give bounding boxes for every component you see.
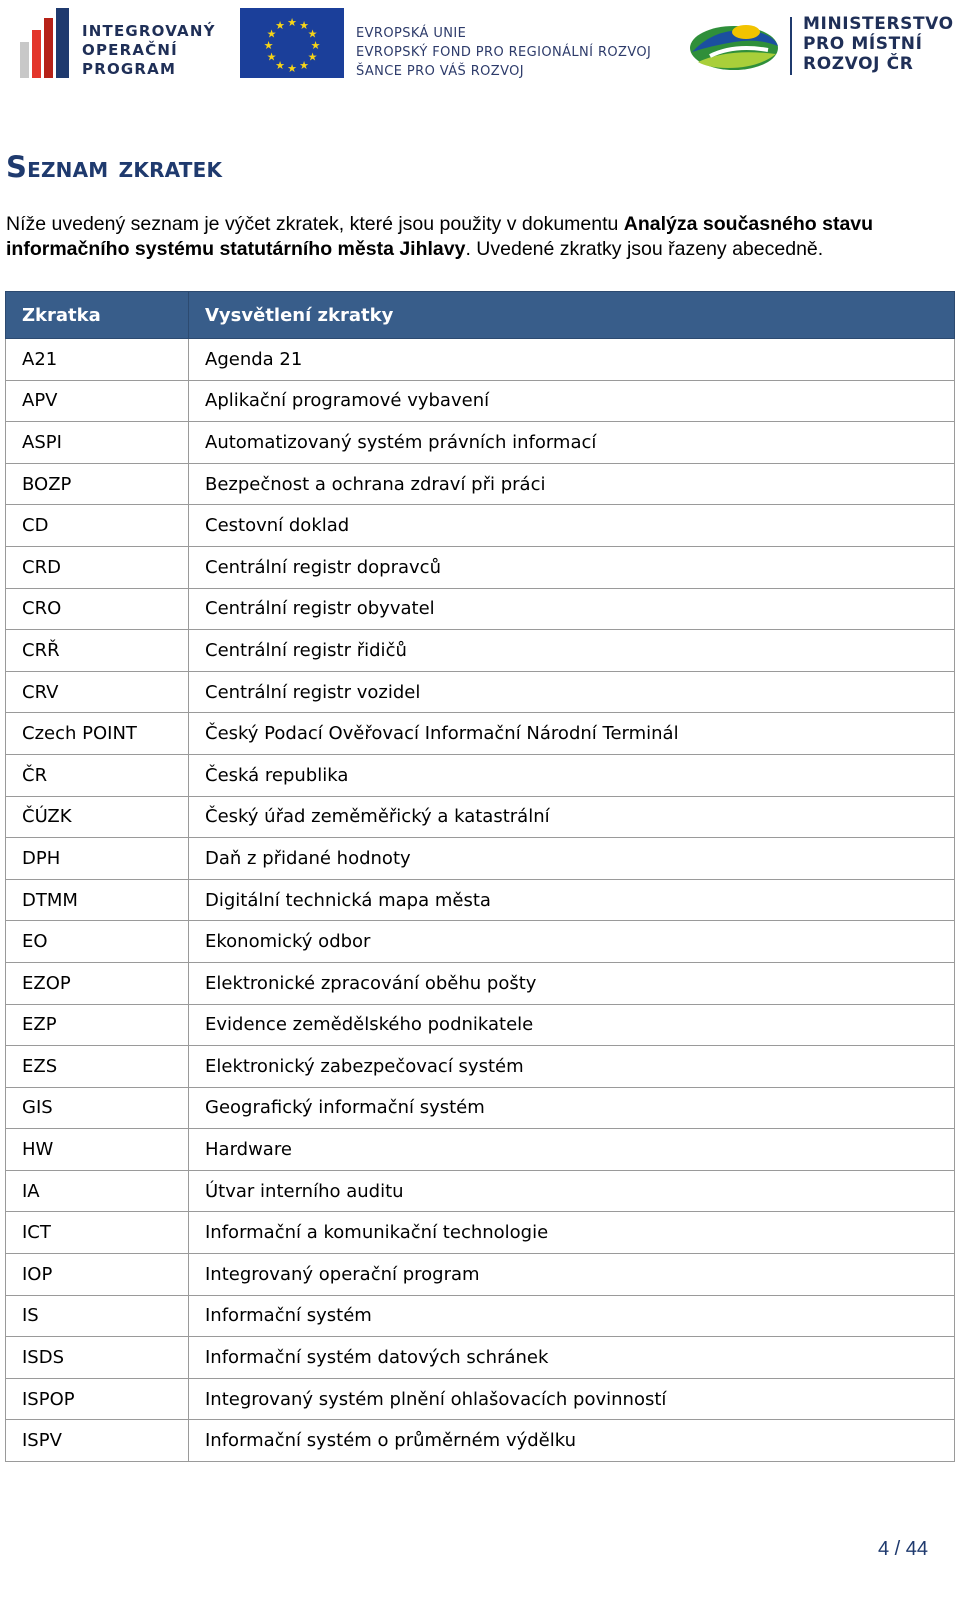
explanation-cell: Evidence zemědělského podnikatele bbox=[189, 1004, 955, 1046]
intro-document-name: Analýza současného stavu informačního systému statutárního města Jihlavy bbox=[6, 213, 874, 260]
svg-text:★: ★ bbox=[275, 19, 285, 32]
abbreviation-cell: A21 bbox=[6, 339, 189, 381]
explanation-cell: Integrovaný operační program bbox=[189, 1254, 955, 1296]
table-row bbox=[6, 921, 955, 963]
svg-text:★: ★ bbox=[266, 27, 277, 41]
mmr-separator bbox=[790, 17, 792, 75]
explanation-cell: Centrální registr dopravců bbox=[189, 546, 955, 588]
explanation-cell: Digitální technická mapa města bbox=[189, 879, 955, 921]
table-row bbox=[6, 422, 955, 464]
table-row bbox=[6, 838, 955, 880]
table-row bbox=[6, 1254, 955, 1296]
iop-logo-text: INTEGROVANÝ OPERAČNÍ PROGRAM bbox=[82, 22, 216, 78]
abbreviation-cell: IOP bbox=[6, 1254, 189, 1296]
explanation-cell: Česká republika bbox=[189, 754, 955, 796]
abbreviation-cell: Czech POINT bbox=[6, 713, 189, 755]
abbreviation-cell: CD bbox=[6, 505, 189, 547]
page-title: Seznam zkratek bbox=[6, 150, 223, 184]
mmr-text: MINISTERSTVO PRO MÍSTNÍ ROZVOJ ČR bbox=[803, 14, 954, 74]
table-row bbox=[6, 1295, 955, 1337]
intro-text: Níže uvedený seznam je výčet zkratek, které jsou použity v dokumentu bbox=[6, 213, 624, 235]
abbreviation-cell: IS bbox=[6, 1295, 189, 1337]
abbreviation-cell: HW bbox=[6, 1129, 189, 1171]
abbreviation-cell: APV bbox=[6, 380, 189, 422]
iop-logo bbox=[20, 8, 220, 78]
mmr-emblem-icon bbox=[688, 18, 780, 74]
abbreviation-cell: GIS bbox=[6, 1087, 189, 1129]
explanation-cell: Bezpečnost a ochrana zdraví při práci bbox=[189, 463, 955, 505]
table-row bbox=[6, 1170, 955, 1212]
abbreviation-cell: DPH bbox=[6, 838, 189, 880]
svg-text:★: ★ bbox=[310, 39, 321, 52]
intro-text-end: . Uvedené zkratky jsou řazeny abecedně. bbox=[465, 238, 824, 260]
explanation-cell: Agenda 21 bbox=[189, 339, 955, 381]
table-row bbox=[6, 962, 955, 1004]
abbreviations-table bbox=[5, 291, 955, 1462]
abbreviation-cell: ČÚZK bbox=[6, 796, 189, 838]
abbreviation-cell: EZP bbox=[6, 1004, 189, 1046]
table-row bbox=[6, 713, 955, 755]
table-row bbox=[6, 463, 955, 505]
table-row bbox=[6, 1046, 955, 1088]
explanation-cell: Elektronický zabezpečovací systém bbox=[189, 1046, 955, 1088]
svg-text:★: ★ bbox=[299, 59, 309, 72]
explanation-cell: Hardware bbox=[189, 1129, 955, 1171]
table-row bbox=[6, 630, 955, 672]
explanation-cell: Útvar interního auditu bbox=[189, 1170, 955, 1212]
table-row bbox=[6, 754, 955, 796]
column-header-explanation: Vysvětlení zkratky bbox=[189, 292, 955, 339]
svg-text:★: ★ bbox=[263, 39, 274, 52]
intro-paragraph bbox=[6, 212, 956, 262]
table-header-row bbox=[6, 292, 955, 339]
abbreviation-cell: EZS bbox=[6, 1046, 189, 1088]
svg-text:★: ★ bbox=[287, 62, 297, 75]
explanation-cell: Český úřad zeměměřický a katastrální bbox=[189, 796, 955, 838]
abbreviation-cell: DTMM bbox=[6, 879, 189, 921]
explanation-cell: Centrální registr řidičů bbox=[189, 630, 955, 672]
abbreviation-cell: ASPI bbox=[6, 422, 189, 464]
table-row bbox=[6, 1420, 955, 1462]
table-row bbox=[6, 588, 955, 630]
table-body bbox=[6, 339, 955, 1462]
table-row bbox=[6, 546, 955, 588]
abbreviation-cell: ČR bbox=[6, 754, 189, 796]
abbreviation-cell: ICT bbox=[6, 1212, 189, 1254]
explanation-cell: Aplikační programové vybavení bbox=[189, 380, 955, 422]
explanation-cell: Informační a komunikační technologie bbox=[189, 1212, 955, 1254]
table-row bbox=[6, 380, 955, 422]
eu-text: EVROPSKÁ UNIE EVROPSKÝ FOND PRO REGIONÁLNÍ ROZVOJ ŠANCE PRO VÁŠ ROZVOJ bbox=[356, 26, 652, 79]
abbreviation-cell: EO bbox=[6, 921, 189, 963]
table-row bbox=[6, 1378, 955, 1420]
table-row bbox=[6, 796, 955, 838]
table-row bbox=[6, 339, 955, 381]
abbreviation-cell: CRD bbox=[6, 546, 189, 588]
explanation-cell: Centrální registr vozidel bbox=[189, 671, 955, 713]
svg-text:★: ★ bbox=[287, 16, 297, 29]
table-row bbox=[6, 879, 955, 921]
abbreviation-cell: EZOP bbox=[6, 962, 189, 1004]
table-row bbox=[6, 1004, 955, 1046]
explanation-cell: Cestovní doklad bbox=[189, 505, 955, 547]
explanation-cell: Český Podací Ověřovací Informační Národní Terminál bbox=[189, 713, 955, 755]
table-row bbox=[6, 505, 955, 547]
table-row bbox=[6, 1212, 955, 1254]
abbreviation-cell: CRV bbox=[6, 671, 189, 713]
column-header-abbreviation: Zkratka bbox=[6, 292, 189, 339]
svg-text:★: ★ bbox=[299, 19, 309, 32]
explanation-cell: Elektronické zpracování oběhu pošty bbox=[189, 962, 955, 1004]
explanation-cell: Informační systém o průměrném výdělku bbox=[189, 1420, 955, 1462]
table-row bbox=[6, 1129, 955, 1171]
explanation-cell: Daň z přidané hodnoty bbox=[189, 838, 955, 880]
table-row bbox=[6, 1337, 955, 1379]
svg-text:★: ★ bbox=[307, 50, 318, 64]
page-number: 4 / 44 bbox=[877, 1538, 928, 1560]
table-row bbox=[6, 671, 955, 713]
eu-flag-icon bbox=[240, 8, 344, 78]
abbreviation-cell: IA bbox=[6, 1170, 189, 1212]
svg-text:★: ★ bbox=[275, 59, 285, 72]
svg-text:★: ★ bbox=[307, 27, 318, 41]
explanation-cell: Ekonomický odbor bbox=[189, 921, 955, 963]
abbreviation-cell: ISPOP bbox=[6, 1378, 189, 1420]
iop-logo-bars bbox=[20, 8, 80, 78]
explanation-cell: Integrovaný systém plnění ohlašovacích povinností bbox=[189, 1378, 955, 1420]
explanation-cell: Geografický informační systém bbox=[189, 1087, 955, 1129]
abbreviation-cell: ISDS bbox=[6, 1337, 189, 1379]
explanation-cell: Informační systém datových schránek bbox=[189, 1337, 955, 1379]
svg-text:★: ★ bbox=[266, 50, 277, 64]
abbreviation-cell: BOZP bbox=[6, 463, 189, 505]
logo-bar bbox=[0, 0, 960, 90]
table-row bbox=[6, 1087, 955, 1129]
explanation-cell: Centrální registr obyvatel bbox=[189, 588, 955, 630]
abbreviation-cell: CRO bbox=[6, 588, 189, 630]
explanation-cell: Informační systém bbox=[189, 1295, 955, 1337]
abbreviation-cell: ISPV bbox=[6, 1420, 189, 1462]
abbreviation-cell: CRŘ bbox=[6, 630, 189, 672]
explanation-cell: Automatizovaný systém právních informací bbox=[189, 422, 955, 464]
